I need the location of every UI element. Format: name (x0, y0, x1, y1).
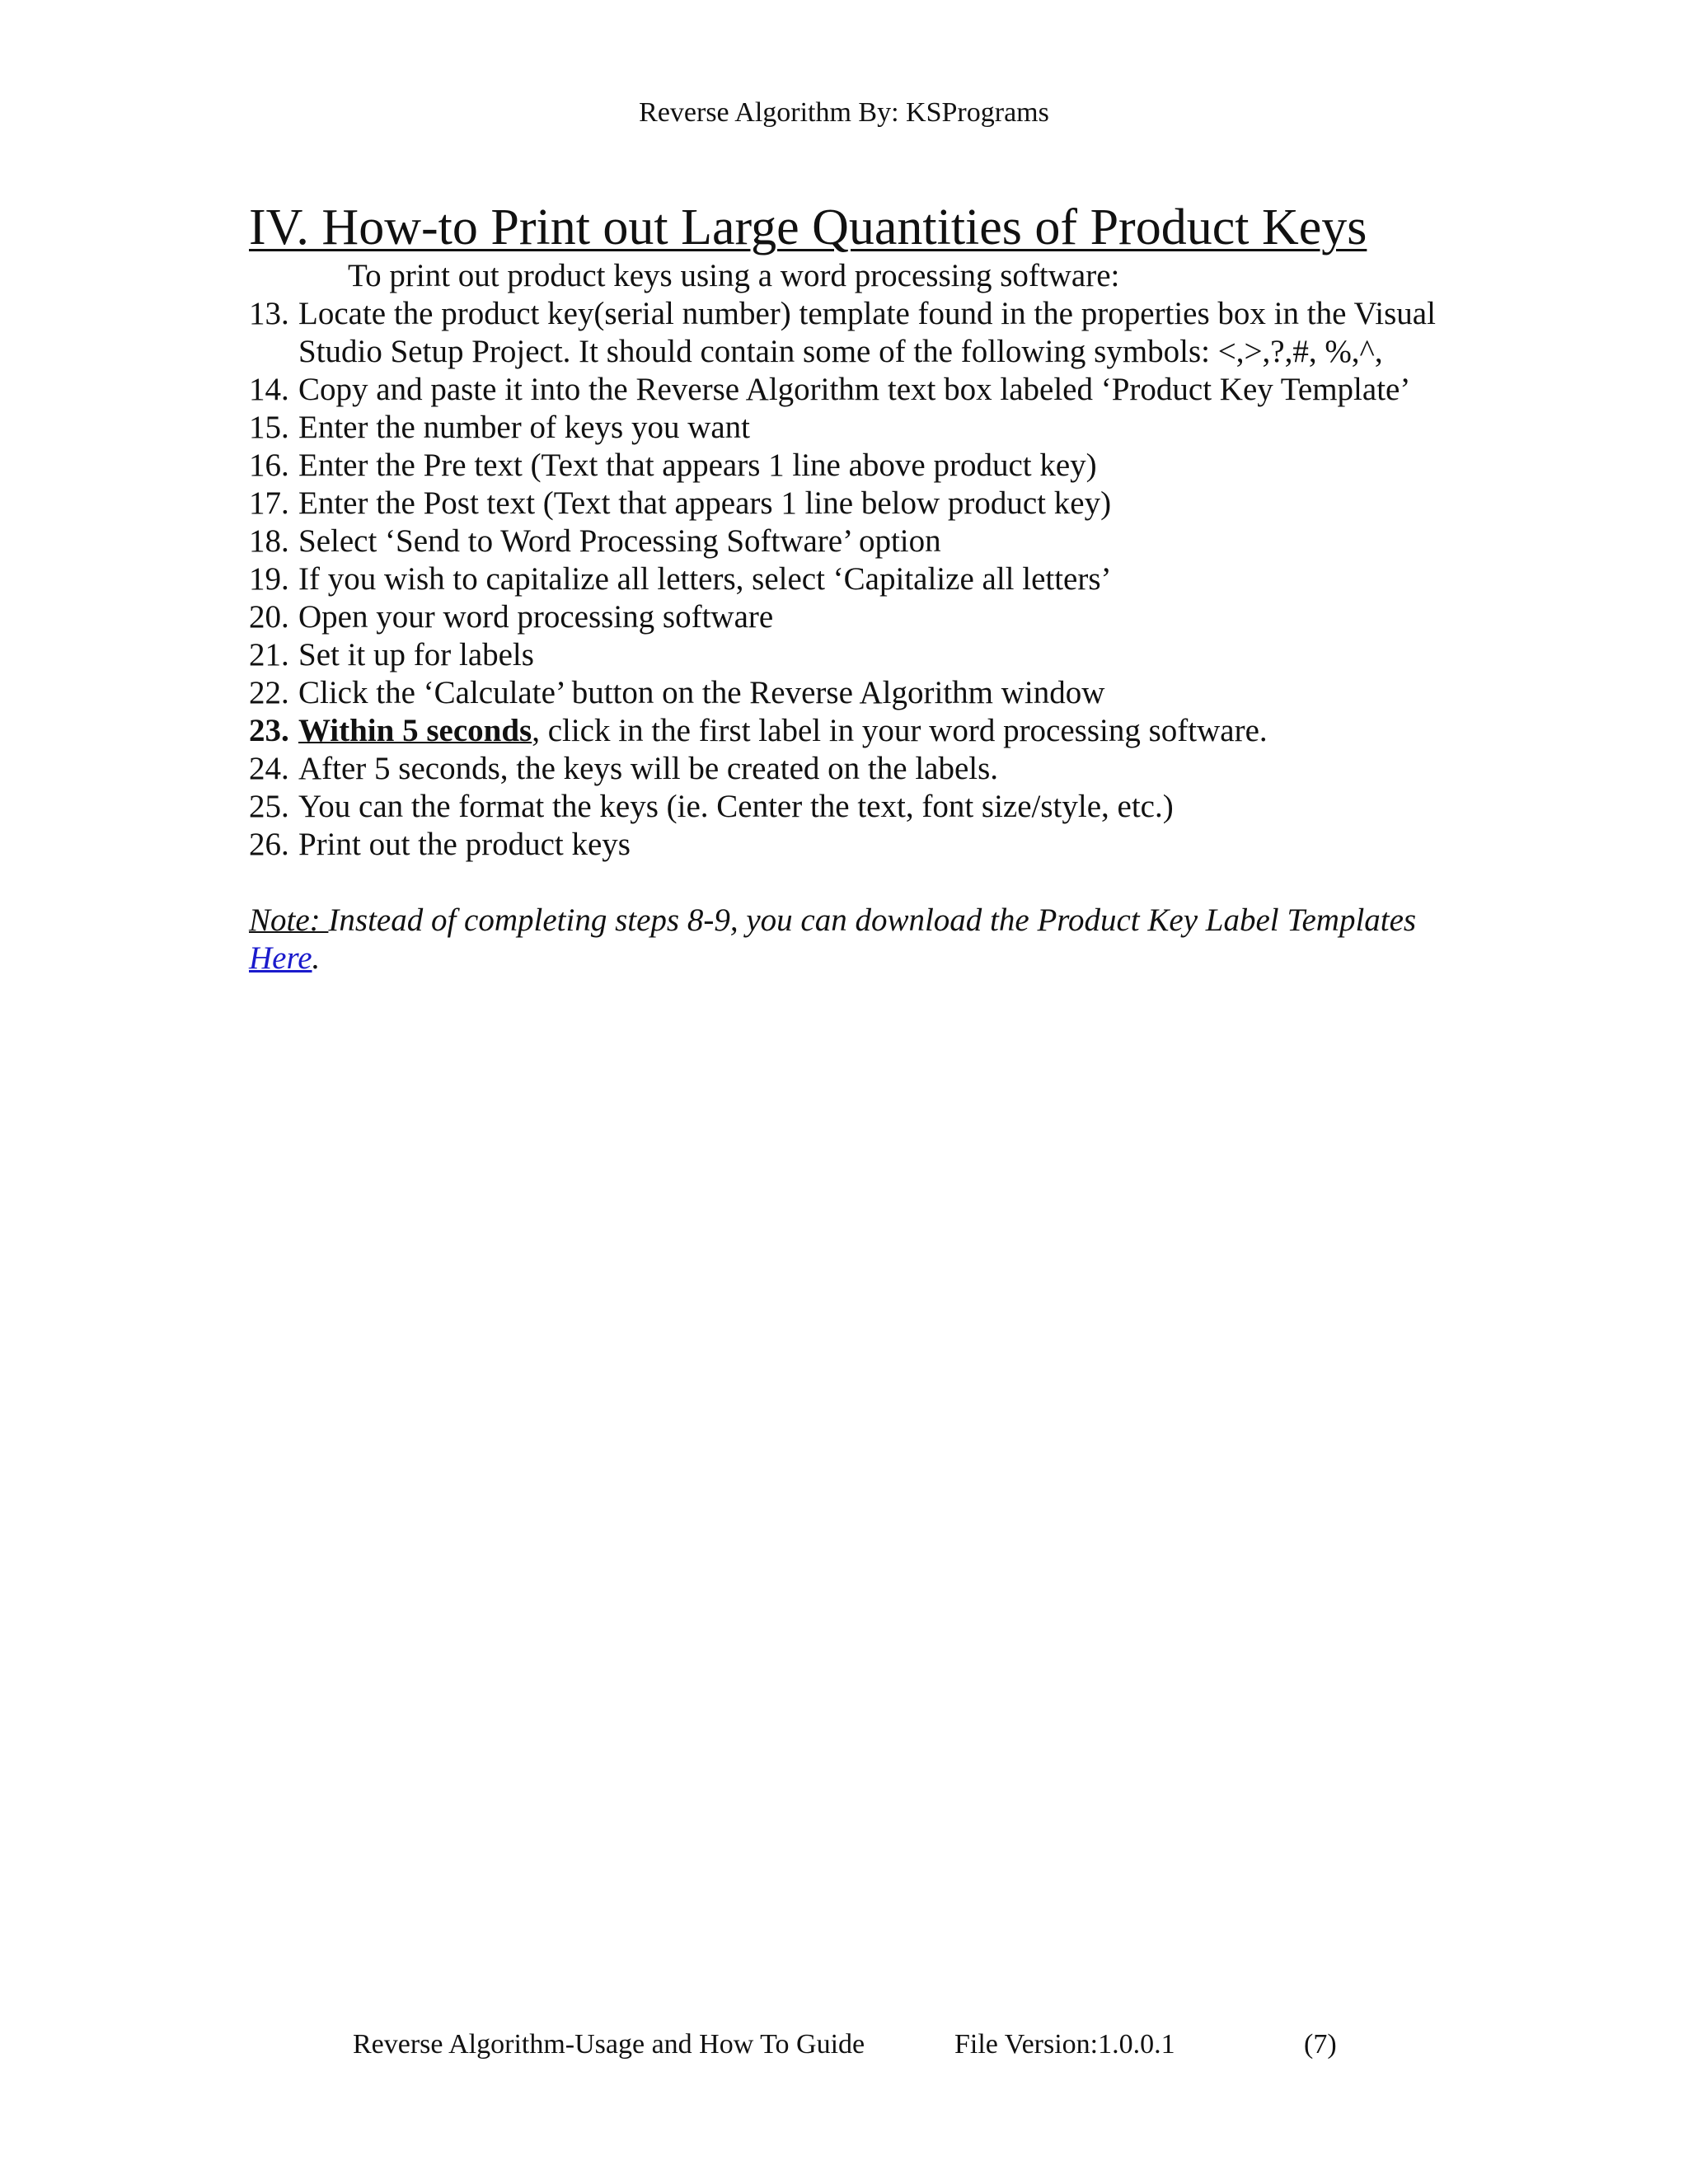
steps-list (249, 295, 1452, 864)
step-text: Enter the number of keys you want (298, 410, 751, 445)
step-number: 17. (249, 485, 289, 521)
list-item (249, 674, 1452, 712)
note-label: Note: (249, 902, 329, 938)
list-item (249, 826, 1452, 864)
note-text: Instead of completing steps 8-9, you can download the Product Key Label Templates (328, 902, 1417, 938)
list-item (249, 371, 1452, 409)
step-text: After 5 seconds, the keys will be created on the labels. (298, 751, 999, 786)
templates-link[interactable]: Here (249, 940, 312, 976)
step-number: 26. (249, 827, 289, 862)
step-text: Click the ‘Calculate’ button on the Reverse Algorithm window (298, 675, 1105, 710)
step-text: Enter the Pre text (Text that appears 1 line above product key) (298, 448, 1097, 483)
step-number: 25. (249, 789, 289, 824)
step-text: Open your word processing software (298, 599, 774, 635)
list-item (249, 295, 1452, 371)
step-emphasis: Within 5 seconds (298, 713, 532, 748)
note-paragraph (249, 902, 1452, 977)
list-item (249, 712, 1452, 750)
step-text: Print out the product keys (298, 827, 631, 862)
step-text: Select ‘Send to Word Processing Software’ option (298, 523, 941, 559)
step-number: 20. (249, 599, 289, 635)
step-number: 16. (249, 448, 289, 483)
footer-file-version: File Version:1.0.0.1 (954, 2029, 1175, 2060)
list-item (249, 523, 1452, 560)
list-item (249, 447, 1452, 485)
step-text: Locate the product key(serial number) template found in the properties box in the Visual Studio Setup Project. It should contain some of the following symbols: <,>,?,#, %,^, (298, 296, 1436, 369)
step-number: 15. (249, 410, 289, 445)
page-header: Reverse Algorithm By: KSPrograms (639, 97, 1049, 128)
step-number: 23. (249, 713, 289, 748)
step-number: 21. (249, 637, 289, 673)
list-item (249, 788, 1452, 826)
list-item (249, 636, 1452, 674)
step-text: Enter the Post text (Text that appears 1 line below product key) (298, 485, 1112, 521)
step-text: , click in the first label in your word processing software. (532, 713, 1268, 748)
section-title: IV. How-to Print out Large Quantities of Product Keys (249, 199, 1367, 255)
step-text: You can the format the keys (ie. Center the text, font size/style, etc.) (298, 789, 1174, 824)
step-text: Copy and paste it into the Reverse Algorithm text box labeled ‘Product Key Template’ (298, 372, 1411, 407)
step-number: 13. (249, 296, 289, 331)
step-number: 18. (249, 523, 289, 559)
footer-guide-title: Reverse Algorithm-Usage and How To Guide (353, 2029, 865, 2060)
list-item (249, 598, 1452, 636)
list-item (249, 485, 1452, 523)
note-end: . (312, 940, 321, 976)
step-number: 14. (249, 372, 289, 407)
step-text: Set it up for labels (298, 637, 534, 673)
step-text: If you wish to capitalize all letters, select ‘Capitalize all letters’ (298, 561, 1112, 597)
step-number: 22. (249, 675, 289, 710)
list-item (249, 560, 1452, 598)
footer-page-number: (7) (1304, 2029, 1337, 2060)
list-item (249, 750, 1452, 788)
document-body (249, 198, 1452, 1010)
step-number: 24. (249, 751, 289, 786)
step-number: 19. (249, 561, 289, 597)
section-intro: To print out product keys using a word processing software: (348, 258, 1120, 293)
list-item (249, 409, 1452, 447)
